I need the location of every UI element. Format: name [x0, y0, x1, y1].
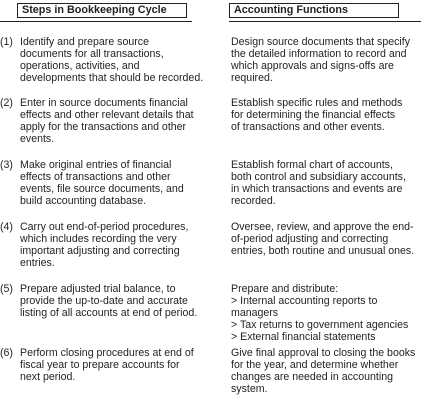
- bookkeeping-step: Make original entries of financial effects of transactions and other events, file source documents, and build accounting database.: [20, 159, 184, 208]
- bookkeeping-step: Perform closing procedures at end of fiscal year to prepare accounts for next period.: [20, 347, 194, 384]
- step-number: (4): [0, 221, 13, 233]
- accounting-function: Establish specific rules and methods for determining the financial effects of transactions and other events.: [231, 97, 403, 134]
- step-number: (1): [0, 36, 13, 48]
- step-number: (6): [0, 347, 13, 359]
- step-number: (2): [0, 97, 13, 109]
- accounting-function: Prepare and distribute: > Internal accounting reports to managers > Tax returns to government agencies > External financial statements: [231, 283, 409, 344]
- accounting-function: Give final approval to closing the books for the year, and determine whether changes are needed in accounting system.: [231, 347, 416, 396]
- accounting-function: Establish formal chart of accounts, both control and subsidiary accounts, in which transactions and events are recorded.: [231, 159, 406, 208]
- bookkeeping-step: Identify and prepare source documents for all transactions, operations, activities, and developments that should be recorded.: [20, 36, 204, 85]
- accounting-function: Design source documents that specify the detailed information to record and which approvals and signs-offs are required.: [231, 36, 411, 85]
- accounting-function: Oversee, review, and approve the end- of-period adjusting and correcting entries, both routine and unusual ones.: [231, 221, 415, 258]
- bookkeeping-step: Enter in source documents financial effects and other relevant details that apply for the transactions and other events.: [20, 97, 194, 146]
- header-divider-left: [0, 21, 192, 22]
- step-number: (5): [0, 283, 13, 295]
- step-number: (3): [0, 159, 13, 171]
- header-divider-right: [229, 21, 421, 22]
- bookkeeping-step: Carry out end-of-period procedures, which includes recording the very important adjusting and correcting entries.: [20, 221, 189, 270]
- steps-column-header: Steps in Bookkeeping Cycle: [17, 3, 187, 18]
- functions-column-header: Accounting Functions: [229, 3, 399, 18]
- bookkeeping-step: Prepare adjusted trial balance, to provide the up-to-date and accurate listing of all accounts at end of period.: [20, 283, 198, 320]
